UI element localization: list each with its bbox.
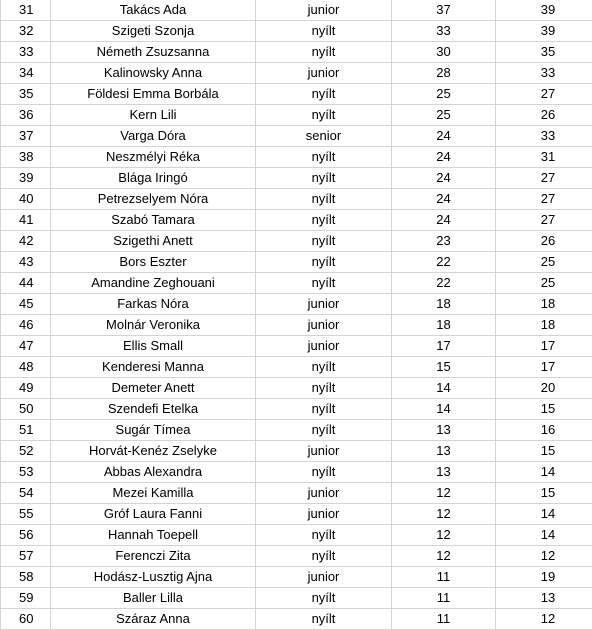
score2-cell[interactable]: 16 <box>496 420 592 441</box>
score2-cell[interactable]: 14 <box>496 462 592 483</box>
table-row <box>1 21 592 42</box>
rank-cell[interactable]: 37 <box>1 126 51 147</box>
category-cell[interactable]: nyílt <box>256 147 392 168</box>
score2-cell[interactable]: 27 <box>496 168 592 189</box>
category-cell[interactable]: senior <box>256 126 392 147</box>
name-cell[interactable]: Mezei Kamilla <box>51 483 256 504</box>
score1-cell[interactable]: 37 <box>392 0 496 21</box>
score1-cell[interactable]: 14 <box>392 399 496 420</box>
rank-cell[interactable]: 48 <box>1 357 51 378</box>
table-row <box>1 336 592 357</box>
name-cell[interactable]: Kenderesi Manna <box>51 357 256 378</box>
table-row <box>1 546 592 567</box>
name-cell[interactable]: Neszmélyi Réka <box>51 147 256 168</box>
score2-cell[interactable]: 15 <box>496 441 592 462</box>
rank-cell[interactable]: 45 <box>1 294 51 315</box>
table-row <box>1 525 592 546</box>
name-cell[interactable]: Farkas Nóra <box>51 294 256 315</box>
category-cell[interactable]: nyílt <box>256 609 392 630</box>
score1-cell[interactable]: 12 <box>392 483 496 504</box>
rank-cell[interactable]: 56 <box>1 525 51 546</box>
name-cell[interactable]: Szigeti Szonja <box>51 21 256 42</box>
name-cell[interactable]: Hodász-Lusztig Ajna <box>51 567 256 588</box>
category-cell[interactable]: nyílt <box>256 21 392 42</box>
score1-cell[interactable]: 15 <box>392 357 496 378</box>
rank-cell[interactable]: 35 <box>1 84 51 105</box>
table-row <box>1 105 592 126</box>
table-body <box>1 0 592 630</box>
rank-cell[interactable]: 57 <box>1 546 51 567</box>
score2-cell[interactable]: 39 <box>496 21 592 42</box>
category-cell[interactable]: nyílt <box>256 525 392 546</box>
name-cell[interactable]: Szabó Tamara <box>51 210 256 231</box>
rank-cell[interactable]: 36 <box>1 105 51 126</box>
category-cell[interactable]: junior <box>256 504 392 525</box>
rank-cell[interactable]: 50 <box>1 399 51 420</box>
name-cell[interactable]: Bors Eszter <box>51 252 256 273</box>
category-cell[interactable]: nyílt <box>256 84 392 105</box>
rank-cell[interactable]: 53 <box>1 462 51 483</box>
score2-cell[interactable]: 27 <box>496 189 592 210</box>
score2-cell[interactable]: 39 <box>496 0 592 21</box>
rank-cell[interactable]: 32 <box>1 21 51 42</box>
table-row <box>1 462 592 483</box>
score1-cell[interactable]: 30 <box>392 42 496 63</box>
name-cell[interactable]: Száraz Anna <box>51 609 256 630</box>
name-cell[interactable]: Amandine Zeghouani <box>51 273 256 294</box>
rank-cell[interactable]: 44 <box>1 273 51 294</box>
name-cell[interactable]: Demeter Anett <box>51 378 256 399</box>
category-cell[interactable]: nyílt <box>256 462 392 483</box>
score2-cell[interactable]: 27 <box>496 210 592 231</box>
category-cell[interactable]: nyílt <box>256 420 392 441</box>
category-cell[interactable]: nyílt <box>256 378 392 399</box>
rank-cell[interactable]: 54 <box>1 483 51 504</box>
table-row <box>1 504 592 525</box>
category-cell[interactable]: junior <box>256 63 392 84</box>
score1-cell[interactable]: 11 <box>392 567 496 588</box>
score2-cell[interactable]: 15 <box>496 399 592 420</box>
name-cell[interactable]: Hannah Toepell <box>51 525 256 546</box>
table-row <box>1 441 592 462</box>
category-cell[interactable]: junior <box>256 483 392 504</box>
table-row <box>1 126 592 147</box>
name-cell[interactable]: Szigethi Anett <box>51 231 256 252</box>
category-cell[interactable]: junior <box>256 441 392 462</box>
score2-cell[interactable]: 25 <box>496 252 592 273</box>
score1-cell[interactable]: 12 <box>392 525 496 546</box>
score1-cell[interactable]: 24 <box>392 147 496 168</box>
category-cell[interactable]: nyílt <box>256 399 392 420</box>
score1-cell[interactable]: 18 <box>392 315 496 336</box>
name-cell[interactable]: Ellis Small <box>51 336 256 357</box>
score1-cell[interactable]: 23 <box>392 231 496 252</box>
score1-cell[interactable]: 33 <box>392 21 496 42</box>
score1-cell[interactable]: 24 <box>392 210 496 231</box>
name-cell[interactable]: Baller Lilla <box>51 588 256 609</box>
score2-cell[interactable]: 15 <box>496 483 592 504</box>
score2-cell[interactable]: 17 <box>496 336 592 357</box>
score1-cell[interactable]: 17 <box>392 336 496 357</box>
rank-cell[interactable]: 60 <box>1 609 51 630</box>
score1-cell[interactable]: 12 <box>392 546 496 567</box>
table-row <box>1 273 592 294</box>
score2-cell[interactable]: 18 <box>496 315 592 336</box>
category-cell[interactable]: nyílt <box>256 273 392 294</box>
table-row <box>1 84 592 105</box>
table-row <box>1 252 592 273</box>
name-cell[interactable]: Horvát-Kenéz Zselyke <box>51 441 256 462</box>
score1-cell[interactable]: 11 <box>392 609 496 630</box>
category-cell[interactable]: nyílt <box>256 357 392 378</box>
rank-cell[interactable]: 43 <box>1 252 51 273</box>
category-cell[interactable]: nyílt <box>256 210 392 231</box>
category-cell[interactable]: junior <box>256 567 392 588</box>
rank-cell[interactable]: 42 <box>1 231 51 252</box>
rank-cell[interactable]: 51 <box>1 420 51 441</box>
name-cell[interactable]: Petrezselyem Nóra <box>51 189 256 210</box>
name-cell[interactable]: Németh Zsuzsanna <box>51 42 256 63</box>
category-cell[interactable]: junior <box>256 336 392 357</box>
table-row <box>1 420 592 441</box>
name-cell[interactable]: Blága Iringó <box>51 168 256 189</box>
category-cell[interactable]: nyílt <box>256 189 392 210</box>
rank-cell[interactable]: 40 <box>1 189 51 210</box>
score2-cell[interactable]: 12 <box>496 609 592 630</box>
category-cell[interactable]: junior <box>256 0 392 21</box>
rank-cell[interactable]: 47 <box>1 336 51 357</box>
rank-cell[interactable]: 49 <box>1 378 51 399</box>
table-row <box>1 0 592 21</box>
score2-cell[interactable]: 14 <box>496 504 592 525</box>
name-cell[interactable]: Gróf Laura Fanni <box>51 504 256 525</box>
table-row <box>1 42 592 63</box>
table-row <box>1 147 592 168</box>
name-cell[interactable]: Sugár Tímea <box>51 420 256 441</box>
score1-cell[interactable]: 14 <box>392 378 496 399</box>
name-cell[interactable]: Varga Dóra <box>51 126 256 147</box>
name-cell[interactable]: Takács Ada <box>51 0 256 21</box>
name-cell[interactable]: Molnár Veronika <box>51 315 256 336</box>
rank-cell[interactable]: 52 <box>1 441 51 462</box>
rank-cell[interactable]: 58 <box>1 567 51 588</box>
name-cell[interactable]: Abbas Alexandra <box>51 462 256 483</box>
score1-cell[interactable]: 24 <box>392 189 496 210</box>
score2-cell[interactable]: 13 <box>496 588 592 609</box>
name-cell[interactable]: Földesi Emma Borbála <box>51 84 256 105</box>
score1-cell[interactable]: 24 <box>392 126 496 147</box>
table-row <box>1 294 592 315</box>
score1-cell[interactable]: 13 <box>392 420 496 441</box>
rank-cell[interactable]: 46 <box>1 315 51 336</box>
category-cell[interactable]: nyílt <box>256 105 392 126</box>
rank-cell[interactable]: 39 <box>1 168 51 189</box>
name-cell[interactable]: Kalinowsky Anna <box>51 63 256 84</box>
rank-cell[interactable]: 55 <box>1 504 51 525</box>
score1-cell[interactable]: 13 <box>392 441 496 462</box>
table-row <box>1 399 592 420</box>
score1-cell[interactable]: 22 <box>392 273 496 294</box>
score1-cell[interactable]: 25 <box>392 105 496 126</box>
table-row <box>1 588 592 609</box>
table-row <box>1 378 592 399</box>
table-row <box>1 357 592 378</box>
table-row <box>1 210 592 231</box>
score1-cell[interactable]: 28 <box>392 63 496 84</box>
score1-cell[interactable]: 25 <box>392 84 496 105</box>
rank-cell[interactable]: 34 <box>1 63 51 84</box>
table-row <box>1 567 592 588</box>
score2-cell[interactable]: 20 <box>496 378 592 399</box>
rank-cell[interactable]: 59 <box>1 588 51 609</box>
rank-cell[interactable]: 41 <box>1 210 51 231</box>
category-cell[interactable]: nyílt <box>256 588 392 609</box>
score2-cell[interactable]: 33 <box>496 126 592 147</box>
score1-cell[interactable]: 24 <box>392 168 496 189</box>
score2-cell[interactable]: 25 <box>496 273 592 294</box>
table-row <box>1 609 592 630</box>
table-row <box>1 168 592 189</box>
category-cell[interactable]: nyílt <box>256 546 392 567</box>
table-row <box>1 63 592 84</box>
category-cell[interactable]: nyílt <box>256 42 392 63</box>
score2-cell[interactable]: 18 <box>496 294 592 315</box>
score1-cell[interactable]: 18 <box>392 294 496 315</box>
category-cell[interactable]: junior <box>256 294 392 315</box>
table-row <box>1 189 592 210</box>
category-cell[interactable]: nyílt <box>256 231 392 252</box>
score2-cell[interactable]: 17 <box>496 357 592 378</box>
score2-cell[interactable]: 14 <box>496 525 592 546</box>
score1-cell[interactable]: 22 <box>392 252 496 273</box>
table-row <box>1 483 592 504</box>
rank-cell[interactable]: 38 <box>1 147 51 168</box>
category-cell[interactable]: nyílt <box>256 168 392 189</box>
score2-cell[interactable]: 26 <box>496 105 592 126</box>
rank-cell[interactable]: 33 <box>1 42 51 63</box>
score2-cell[interactable]: 35 <box>496 42 592 63</box>
score2-cell[interactable]: 27 <box>496 84 592 105</box>
name-cell[interactable]: Szendefi Etelka <box>51 399 256 420</box>
score2-cell[interactable]: 19 <box>496 567 592 588</box>
score2-cell[interactable]: 31 <box>496 147 592 168</box>
score1-cell[interactable]: 11 <box>392 588 496 609</box>
score1-cell[interactable]: 12 <box>392 504 496 525</box>
score2-cell[interactable]: 33 <box>496 63 592 84</box>
table-row <box>1 231 592 252</box>
rank-cell[interactable]: 31 <box>1 0 51 21</box>
score1-cell[interactable]: 13 <box>392 462 496 483</box>
name-cell[interactable]: Ferenczi Zita <box>51 546 256 567</box>
score2-cell[interactable]: 26 <box>496 231 592 252</box>
name-cell[interactable]: Kern Lili <box>51 105 256 126</box>
category-cell[interactable]: junior <box>256 315 392 336</box>
score2-cell[interactable]: 12 <box>496 546 592 567</box>
table-row <box>1 315 592 336</box>
category-cell[interactable]: nyílt <box>256 252 392 273</box>
